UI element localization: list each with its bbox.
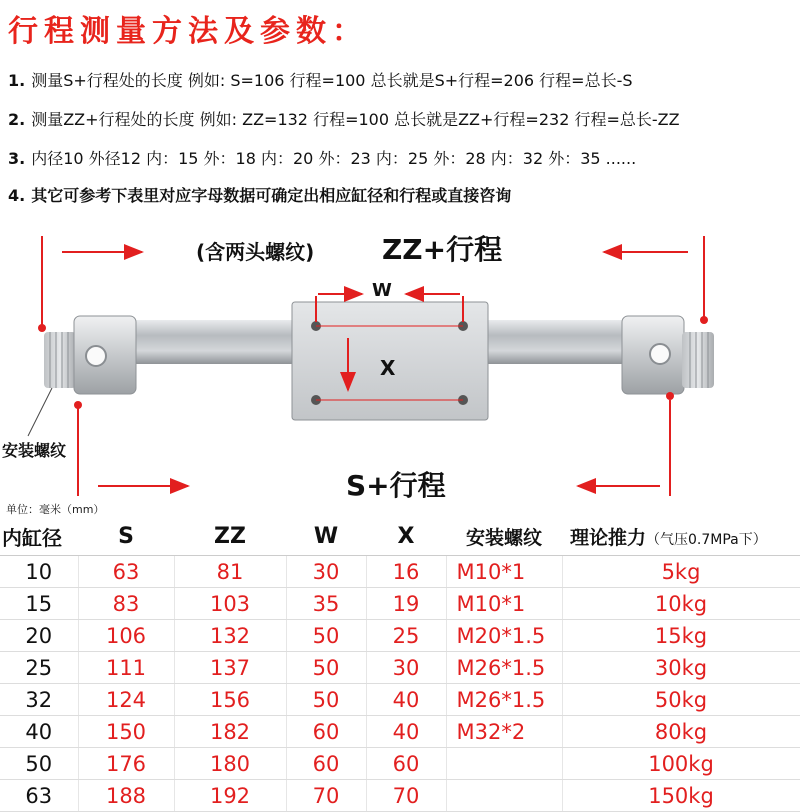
cell-bore: 63 — [0, 780, 78, 812]
zz-dimension-right-line — [604, 236, 704, 320]
header-force — [562, 517, 800, 556]
cell-zz: 103 — [174, 588, 286, 620]
zz-dimension-left-line — [42, 236, 142, 328]
cell-bore: 15 — [0, 588, 78, 620]
table-row — [0, 748, 800, 780]
mount-callout-line — [28, 388, 52, 436]
header-force-label: 理论推力 — [570, 526, 647, 549]
cell-bore: 32 — [0, 684, 78, 716]
table-row — [0, 620, 800, 652]
right-thread — [682, 332, 714, 388]
cell-thread: M10*1 — [446, 556, 562, 588]
spec-table — [0, 517, 800, 812]
table-row — [0, 684, 800, 716]
header-thread: 安装螺纹 — [446, 517, 562, 556]
cell-x: 40 — [366, 684, 446, 716]
cell-w: 50 — [286, 684, 366, 716]
cell-force: 50kg — [562, 684, 800, 716]
table-row — [0, 556, 800, 588]
header-zz: ZZ — [174, 517, 286, 556]
cell-w: 30 — [286, 556, 366, 588]
header-w: W — [286, 517, 366, 556]
cell-force: 80kg — [562, 716, 800, 748]
line-number: 4. — [8, 186, 26, 205]
table-row — [0, 716, 800, 748]
cell-zz: 180 — [174, 748, 286, 780]
cell-zz: 182 — [174, 716, 286, 748]
cell-force: 100kg — [562, 748, 800, 780]
cell-s: 63 — [78, 556, 174, 588]
instruction-line-3 — [8, 146, 636, 169]
cell-bore: 10 — [0, 556, 78, 588]
cell-thread — [446, 748, 562, 780]
header-x: X — [366, 517, 446, 556]
cell-w: 60 — [286, 748, 366, 780]
line-text: 测量S+行程处的长度 例如: S=106 行程=100 总长就是S+行程=206 行程=总长-S — [31, 71, 633, 90]
page-title: 行程测量方法及参数： — [8, 14, 368, 49]
table-row — [0, 588, 800, 620]
zz-stroke-label: ZZ+行程 — [382, 233, 503, 266]
cell-x: 40 — [366, 716, 446, 748]
cell-s: 124 — [78, 684, 174, 716]
cell-x: 30 — [366, 652, 446, 684]
cell-thread: M26*1.5 — [446, 652, 562, 684]
cell-x: 16 — [366, 556, 446, 588]
cell-x: 19 — [366, 588, 446, 620]
cell-zz: 137 — [174, 652, 286, 684]
cell-w: 60 — [286, 716, 366, 748]
cell-bore: 40 — [0, 716, 78, 748]
cell-w: 50 — [286, 652, 366, 684]
line-text: 其它可参考下表里对应字母数据可确定出相应缸径和行程或直接咨询 — [31, 186, 512, 205]
cell-s: 106 — [78, 620, 174, 652]
cell-w: 70 — [286, 780, 366, 812]
cell-s: 150 — [78, 716, 174, 748]
cell-zz: 132 — [174, 620, 286, 652]
cell-thread: M10*1 — [446, 588, 562, 620]
cell-force: 15kg — [562, 620, 800, 652]
right-port — [650, 344, 670, 364]
cell-thread — [446, 780, 562, 812]
cylinder-diagram — [0, 210, 800, 500]
line-number: 1. — [8, 71, 26, 90]
header-s: S — [78, 517, 174, 556]
s-stroke-label: S+行程 — [346, 469, 446, 502]
table-header-row — [0, 517, 800, 556]
cell-s: 176 — [78, 748, 174, 780]
cell-thread: M26*1.5 — [446, 684, 562, 716]
cell-w: 50 — [286, 620, 366, 652]
cell-zz: 156 — [174, 684, 286, 716]
line-text: 内径10 外径12 内：15 外：18 内：20 外：23 内：25 外：28 内：32 外：35 ...... — [31, 149, 637, 168]
cell-thread: M20*1.5 — [446, 620, 562, 652]
left-port — [86, 346, 106, 366]
w-label: W — [372, 280, 392, 301]
cell-force: 5kg — [562, 556, 800, 588]
left-thread — [44, 332, 76, 388]
line-text: 测量ZZ+行程处的长度 例如: ZZ=132 行程=100 总长就是ZZ+行程=232 行程=总长-ZZ — [31, 110, 680, 129]
cell-bore: 20 — [0, 620, 78, 652]
table-row — [0, 780, 800, 812]
cell-s: 83 — [78, 588, 174, 620]
table-row — [0, 652, 800, 684]
thread-note: (含两头螺纹) — [196, 240, 315, 264]
cell-bore: 50 — [0, 748, 78, 780]
line-number: 2. — [8, 110, 26, 129]
header-force-note: （气压0.7MPa下） — [646, 531, 767, 548]
instruction-line-1 — [8, 68, 633, 91]
header-bore: 内缸径 — [0, 517, 78, 556]
cell-s: 111 — [78, 652, 174, 684]
cell-force: 150kg — [562, 780, 800, 812]
cell-thread: M32*2 — [446, 716, 562, 748]
cell-s: 188 — [78, 780, 174, 812]
instruction-line-4 — [8, 183, 511, 206]
x-label: X — [380, 356, 396, 380]
cell-zz: 81 — [174, 556, 286, 588]
instruction-line-2 — [8, 107, 680, 130]
cell-w: 35 — [286, 588, 366, 620]
cell-x: 25 — [366, 620, 446, 652]
unit-label: 单位：毫米（mm） — [6, 503, 105, 516]
line-number: 3. — [8, 149, 26, 168]
cell-force: 10kg — [562, 588, 800, 620]
cell-bore: 25 — [0, 652, 78, 684]
cell-force: 30kg — [562, 652, 800, 684]
cell-zz: 192 — [174, 780, 286, 812]
cell-x: 70 — [366, 780, 446, 812]
mount-thread-label: 安装螺纹 — [2, 441, 67, 460]
cell-x: 60 — [366, 748, 446, 780]
